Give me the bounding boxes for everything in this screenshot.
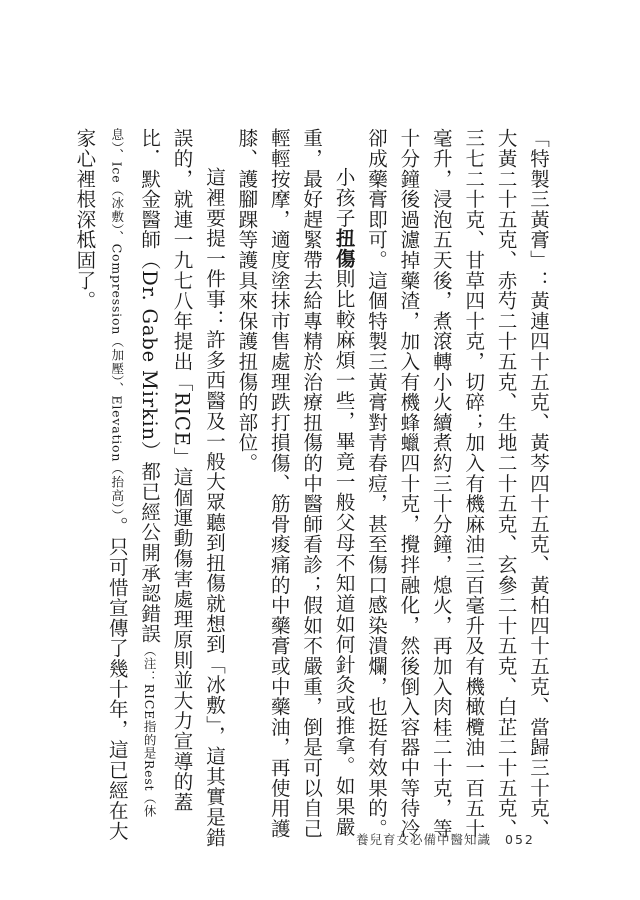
- sprain-advice: 則比較麻煩一些，畢竟一般父母不知道如何針灸或推拿。如果嚴重，最好趕緊帶去給專精於治療扭傷的中醫師看診；假如不嚴重，倒是可以自己輕輕按摩，適度塗抹市售處理跌打損傷、筋骨痠痛的中藥膏或中藥油，再使用護膝、護腳踝等護具來保護扭傷的部位。: [235, 128, 356, 839]
- page-number: 052: [505, 832, 535, 847]
- rice-text-1: 這裡要提一件事：許多西醫及一般大眾聽到扭傷就想到「冰敷」，這其實是錯誤的，就連一九七八年提出「RICE」這個運動傷害處理原則並大力宣導的蓋比．默金醫師（Dr. Gabe Mirkin）都已經公開承認錯誤: [138, 128, 226, 848]
- paragraph-rice-note: [68, 128, 230, 848]
- book-title: 養兒育女必備中醫知識: [356, 832, 492, 847]
- body-text: [68, 128, 554, 848]
- sprain-keyword: 扭傷: [332, 227, 356, 269]
- sprain-intro: 小孩子: [332, 167, 356, 228]
- recipe-text: 「特製三黃膏」：黃連四十五克、黃芩四十五克、黃柏四十五克、當歸三十克、大黃二十五克、赤芍二十五克、生地二十五克、玄參二十五克、白芷二十五克、三七二十克、甘草四十克，切碎；加入有機麻油三百毫升及有機橄欖油一百五十毫升，浸泡五天後，煮滾轉小火續煮約三十分鐘，熄火，再加入肉桂二十克，等十分鐘後過濾掉藥渣，加入有機蜂蠟四十克，攪拌融化，然後倒入容器中等待冷卻成藥膏即可。這個特製三黃膏對青春痘，甚至傷口感染潰爛，也挺有效果的。: [364, 128, 550, 839]
- rice-text-2: 。只可惜宣傳了幾十年，這已經在大家心裡根深柢固了。: [73, 128, 129, 842]
- rice-annotation: （注：RICE指的是Rest（休息）、Ice（冰敷）、Compression（加壓）、Elevation（抬高））: [109, 128, 158, 818]
- page-footer: [356, 830, 535, 848]
- paragraph-child-sprain: [230, 128, 360, 848]
- paragraph-herbal-recipe: [360, 128, 554, 848]
